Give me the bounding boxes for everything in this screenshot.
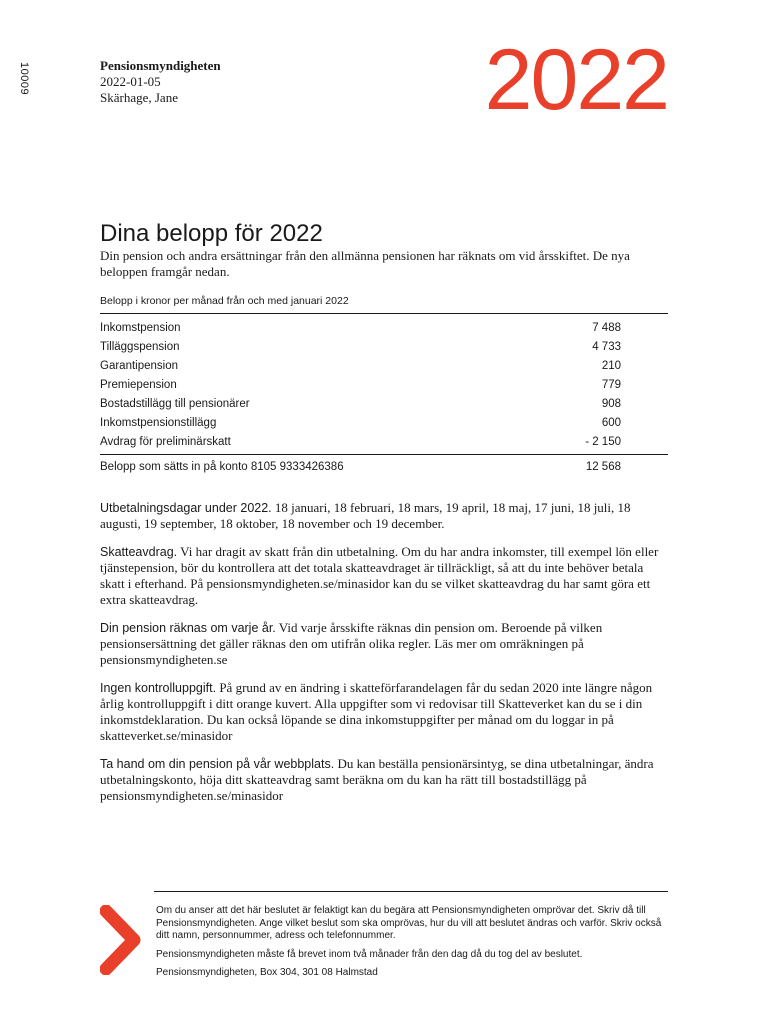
table-row [100, 375, 668, 394]
sender-organization: Pensionsmyndigheten [100, 58, 221, 73]
table-caption: Belopp i kronor per månad från och med januari 2022 [100, 295, 349, 307]
deadline-notice: Pensionsmyndigheten måste få brevet inom två månader från den dag då du tog del av beslutet. [156, 948, 583, 960]
info-sections [100, 500, 670, 816]
postal-address: Pensionsmyndigheten, Box 304, 301 08 Halmstad [156, 967, 378, 978]
section-heading: Din pension räknas om varje år. [100, 621, 276, 635]
row-label: Bostadstillägg till pensionärer [100, 397, 250, 410]
section-heading: Utbetalningsdagar under 2022. [100, 501, 272, 515]
appeal-notice: Om du anser att det här beslutet är felaktigt kan du begära att Pensionsmyndigheten omprövar det. Skriv då till Pensionsmyndigheten. Ange vilket beslut som ska omprövas, hur du vill att beslutet ändras och varför. Skriv också ditt namn, personnummer, adress och telefonnummer. [156, 905, 662, 941]
row-label: Avdrag för preliminärskatt [100, 435, 231, 448]
table-row [100, 337, 668, 356]
sender-block [100, 58, 221, 106]
table-row [100, 394, 668, 413]
table-row [100, 432, 668, 451]
recipient-name: Skärhage, Jane [100, 90, 178, 105]
total-label: Belopp som sätts in på konto 8105 9333426386 [100, 460, 344, 473]
letter-date: 2022-01-05 [100, 74, 161, 89]
row-value: 908 [601, 397, 621, 410]
year-heading: 2022 [484, 32, 668, 128]
row-label: Inkomstpensionstillägg [100, 416, 217, 429]
section-body: Du kan beställa pensionärsintyg, se dina utbetalningar, ändra utbetalningskonto, höja ditt skatteavdrag samt beräkna om du kan ha rätt till bostadstillägg på pensionsmyndigheten.se/minasidor [100, 756, 654, 803]
row-value: 600 [601, 416, 621, 429]
section-payment-dates [100, 500, 670, 532]
table-row [100, 413, 668, 432]
section-body: På grund av en ändring i skatteförfarandelagen får du sedan 2020 inte längre någon årlig kontrolluppgift i ditt orange kuvert. Alla uppgifter som vi redovisar till Skatteverket kan du se i din inkomstdeklaration. Du kan också löpande se dina inkomstuppgifter per månad om du loggar in på skatteverket.se/minasidor [100, 680, 653, 743]
section-recalculation [100, 620, 670, 668]
section-heading: Skatteavdrag. [100, 545, 178, 559]
document-code: 10009 [18, 62, 30, 96]
footer-divider [154, 891, 668, 892]
total-value: 12 568 [585, 460, 621, 473]
section-heading: Ta hand om din pension på vår webbplats. [100, 757, 335, 771]
table-row [100, 318, 668, 337]
section-body: 18 januari, 18 februari, 18 mars, 19 april, 18 maj, 17 juni, 18 juli, 18 augusti, 19 september, 18 oktober, 18 november och 19 december. [100, 500, 631, 531]
row-value: 210 [601, 359, 621, 372]
row-value: 779 [601, 378, 621, 391]
section-body: Vi har dragit av skatt från din utbetalning. Om du har andra inkomster, till exempel lön eller tjänstepension, bör du kontrollera att det totala skatteavdraget är tillräckligt, så att du inte behöver betala skatt i efterhand. På pensionsmyndigheten.se/minasidor kan du se vilket skatteavdrag du har samt göra ett extra skatteavdrag. [100, 544, 659, 607]
footer-text [156, 905, 668, 986]
section-tax-deduction [100, 544, 670, 608]
row-value: 7 488 [592, 321, 621, 334]
total-row [100, 454, 668, 476]
section-heading: Ingen kontrolluppgift. [100, 681, 217, 695]
row-value: - 2 150 [585, 435, 621, 448]
row-value: 4 733 [592, 340, 621, 353]
table-row [100, 356, 668, 375]
row-label: Premiepension [100, 378, 177, 391]
row-label: Tilläggspension [100, 340, 180, 353]
row-label: Inkomstpension [100, 321, 181, 334]
chevron-logo-icon [100, 905, 144, 975]
section-body: Vid varje årsskifte räknas din pension om. Beroende på vilken pensionsersättning det gäller räknas den om utifrån olika regler. Läs mer om omräkningen på pensionsmyndigheten.se [100, 620, 603, 667]
page-title: Dina belopp för 2022 [100, 220, 323, 248]
section-website [100, 756, 670, 804]
intro-text: Din pension och andra ersättningar från den allmänna pensionen har räknats om vid årsskiftet. De nya beloppen framgår nedan. [100, 248, 630, 279]
amounts-table [100, 313, 668, 476]
row-label: Garantipension [100, 359, 178, 372]
section-no-control-statement [100, 680, 670, 744]
